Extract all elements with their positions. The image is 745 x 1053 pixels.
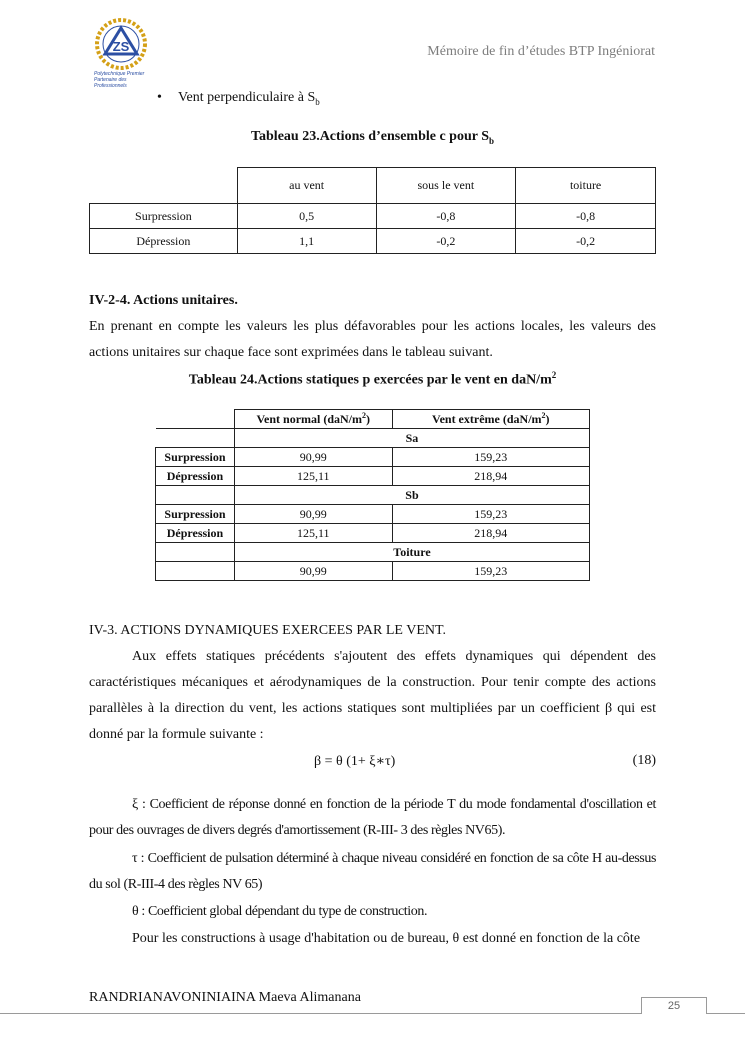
cell: 90,99 [234, 562, 392, 581]
group-label-spacer [156, 543, 235, 562]
table-row [156, 505, 590, 524]
bullet-text: Vent perpendiculaire à S [178, 90, 316, 105]
group-label-spacer [156, 486, 235, 505]
section-heading-iv24: IV-2-4. Actions unitaires. [89, 293, 238, 308]
header-title: Mémoire de fin d’études BTP Ingéniorat [427, 44, 655, 59]
cell: 1,1 [237, 229, 376, 254]
table-row [90, 204, 656, 229]
table-row [156, 448, 590, 467]
definition-xi: ξ : Coefficient de réponse donné en fonction de la période T du mode fondamental d'oscillation et pour des ouvrages de divers degrés d'amortissement (R-III- 3 des règles NV65). [89, 797, 656, 838]
cell: -0,8 [516, 204, 656, 229]
table-row [156, 562, 590, 581]
table23-caption [0, 129, 745, 146]
cell: 159,23 [392, 505, 589, 524]
col-extreme-close: ) [545, 412, 550, 426]
col-extreme-sup: 2 [541, 411, 546, 420]
group-label: Sb [234, 486, 589, 505]
group-label: Sa [234, 429, 589, 448]
table23-col-header: toiture [516, 168, 656, 204]
table24-col-header [234, 410, 392, 429]
cell: 159,23 [392, 562, 589, 581]
row-label: Dépression [156, 524, 235, 543]
row-label [156, 562, 235, 581]
table23-caption-text: Tableau 23.Actions d’ensemble c pour S [250, 129, 490, 144]
bullet-marker: • [157, 90, 162, 105]
table24-caption-text: Tableau 24.Actions statiques p exercées par le vent en daN/m [188, 372, 552, 388]
row-label: Dépression [156, 467, 235, 486]
section-iv3-paragraph: Aux effets statiques précédents s'ajoutent des effets dynamiques qui dépendent des caractéristiques mécaniques et aérodynamiques de la construction. Pour tenir compte des actions parallèles à la direction du vent, les actions statiques sont multipliées par un coefficient β qui est donné par la formule suivante : [89, 649, 656, 742]
page-number: 25 [641, 997, 707, 1014]
definition-tau: τ : Coefficient de pulsation déterminé à chaque niveau considéré en fonction de sa côte H au-dessus du sol (R-III-4 des règles NV 65) [89, 851, 656, 892]
bullet-subscript: b [315, 96, 320, 107]
equation-number: (18) [632, 753, 656, 768]
table-row [156, 524, 590, 543]
col-extreme-label: Vent extrême (daN/m [432, 412, 542, 426]
cell: 90,99 [234, 505, 392, 524]
table24-group-row [156, 429, 590, 448]
row-label: Dépression [90, 229, 238, 254]
table-row [90, 229, 656, 254]
table24-group-row [156, 486, 590, 505]
table24-group-row [156, 543, 590, 562]
school-logo [88, 14, 158, 92]
table23-col-header: sous le vent [376, 168, 516, 204]
cell: -0,2 [376, 229, 516, 254]
cell: 90,99 [234, 448, 392, 467]
section-heading-iv3: IV-3. ACTIONS DYNAMIQUES EXERCEES PAR LE VENT. [89, 623, 447, 638]
row-label: Surpression [156, 505, 235, 524]
table24-caption-sup: 2 [551, 370, 557, 380]
closing-paragraph: Pour les constructions à usage d'habitation ou de bureau, θ est donné en fonction de la côte [132, 931, 641, 946]
group-label: Toiture [234, 543, 589, 562]
definition-theta: θ : Coefficient global dépendant du type de construction. [132, 904, 428, 919]
table24-col-header [392, 410, 589, 429]
footer-author: RANDRIANAVONINIAINA Maeva Alimanana [89, 990, 361, 1005]
col-normal-sup: 2 [362, 411, 367, 420]
table24-corner-cell [156, 410, 235, 429]
row-label: Surpression [156, 448, 235, 467]
cell: -0,2 [516, 229, 656, 254]
section-iv24-paragraph: En prenant en compte les valeurs les plus défavorables pour les actions locales, les valeurs des actions unitaires sur chaque face sont exprimées dans le tableau suivant. [89, 319, 656, 360]
bullet-item [157, 90, 320, 107]
table23-corner-cell [90, 168, 238, 204]
table23-caption-sub: b [489, 135, 495, 146]
cell: 125,11 [234, 524, 392, 543]
table-row [156, 467, 590, 486]
formula: β = θ (1+ ξ∗τ) [314, 754, 396, 769]
cell: 159,23 [392, 448, 589, 467]
group-label-spacer [156, 429, 235, 448]
footer-divider [0, 1013, 745, 1014]
cell: 0,5 [237, 204, 376, 229]
col-normal-close: ) [366, 412, 371, 426]
row-label: Surpression [90, 204, 238, 229]
table24-caption [0, 370, 745, 389]
logo-tagline: Polytechnique Premier Partenaire des Professionnels [94, 71, 145, 89]
table24-header-row [156, 410, 590, 429]
table23-col-header: au vent [237, 168, 376, 204]
table-23 [89, 167, 656, 254]
table23-header-row [90, 168, 656, 204]
col-normal-label: Vent normal (daN/m [256, 412, 363, 426]
cell: -0,8 [376, 204, 516, 229]
table-24 [155, 409, 590, 581]
cell: 218,94 [392, 467, 589, 486]
cell: 218,94 [392, 524, 589, 543]
svg-text:ZS: ZS [112, 39, 130, 54]
cell: 125,11 [234, 467, 392, 486]
